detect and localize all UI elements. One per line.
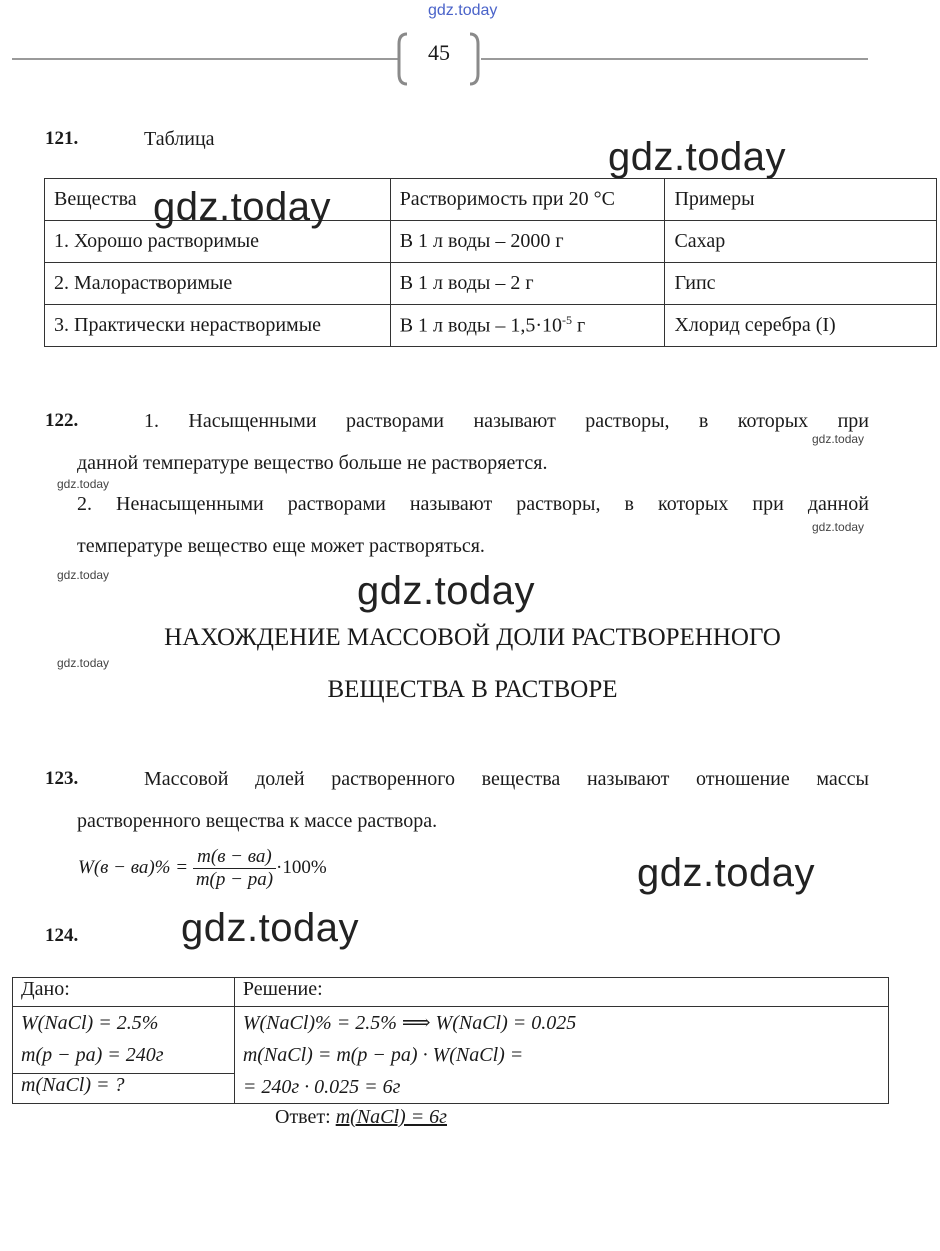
watermark: gdz.today xyxy=(357,569,535,613)
given-mass-fraction: W(NaCl) = 2.5% xyxy=(21,1012,159,1034)
solution-line-1: W(NaCl)% = 2.5% ⟹ W(NaCl) = 0.025 xyxy=(242,1012,577,1034)
task-121-number: 121. xyxy=(45,128,79,149)
watermark-small: gdz.today xyxy=(812,432,865,446)
solubility-suffix: г xyxy=(572,314,586,337)
given-solution-table xyxy=(12,977,889,1104)
task-123-line1: Массовой долей растворенного вещества называют отношение массы xyxy=(144,768,869,790)
answer-line xyxy=(275,1106,447,1129)
table-cell: В 1 л воды – 2000 г xyxy=(390,221,665,263)
task-122-p1-line2: данной температуре вещество больше не растворяется. xyxy=(77,452,548,474)
solution-cell xyxy=(234,1007,888,1104)
table-cell: 1. Хорошо растворимые xyxy=(45,221,391,263)
formula-tail: ·100% xyxy=(276,856,327,878)
table-cell: 2. Малорастворимые xyxy=(45,263,391,305)
solution-line-3: = 240г · 0.025 = 6г xyxy=(242,1076,401,1098)
table-cell: 3. Практически нерастворимые xyxy=(45,305,391,347)
header-rule xyxy=(0,30,940,92)
answer-label: Ответ: xyxy=(275,1106,331,1128)
task-122-p1-line1: 1. Насыщенными растворами называют растворы, в которых при xyxy=(144,410,869,432)
table-cell: В 1 л воды – 2 г xyxy=(390,263,665,305)
table-header-cell: Примеры xyxy=(665,179,937,221)
solution-label: Решение: xyxy=(234,978,888,1007)
watermark: gdz.today xyxy=(153,185,331,229)
page-number: 45 xyxy=(428,40,450,65)
task-121-title: Таблица xyxy=(144,128,215,150)
watermark: gdz.today xyxy=(637,851,815,895)
section-heading-line1: НАХОЖДЕНИЕ МАССОВОЙ ДОЛИ РАСТВОРЕННОГО xyxy=(164,624,781,651)
formula-numerator: m(в − ва) xyxy=(193,846,276,869)
answer-value: m(NaCl) = 6г xyxy=(335,1106,447,1128)
table-header-cell: Растворимость при 20 °С xyxy=(390,179,665,221)
find-cell: m(NaCl) = ? xyxy=(13,1074,235,1104)
watermark: gdz.today xyxy=(181,906,359,950)
task-122-p2-line2: температуре вещество еще может растворяться. xyxy=(77,535,485,557)
watermark-small: gdz.today xyxy=(812,520,865,534)
formula-lhs: W(в − ва)% = xyxy=(78,856,189,878)
solubility-exponent: -5 xyxy=(562,313,573,328)
watermark-small: gdz.today xyxy=(57,568,110,582)
table-row xyxy=(45,305,937,347)
task-123-line2: растворенного вещества к массе раствора. xyxy=(77,810,438,832)
table-cell: Сахар xyxy=(665,221,937,263)
section-heading-line2: ВЕЩЕСТВА В РАСТВОРЕ xyxy=(327,676,618,703)
table-row xyxy=(45,263,937,305)
watermark-small: gdz.today xyxy=(57,656,110,670)
solubility-prefix: В 1 л воды – 1,5·10 xyxy=(399,314,563,337)
given-solution-mass: m(р − ра) = 240г xyxy=(21,1044,164,1066)
table-cell xyxy=(390,305,665,347)
given-cell xyxy=(13,1007,235,1074)
solution-line-2: m(NaCl) = m(р − ра) · W(NaCl) = xyxy=(242,1044,524,1066)
task-122-number: 122. xyxy=(45,410,79,431)
table-cell: Гипс xyxy=(665,263,937,305)
task-124-number: 124. xyxy=(45,925,79,946)
formula-denominator: m(р − ра) xyxy=(195,869,274,890)
formula-fraction xyxy=(193,846,276,891)
task-122-p2-line1: 2. Ненасыщенными растворами называют растворы, в которых при данной xyxy=(77,493,869,515)
table-cell: Хлорид серебра (I) xyxy=(665,305,937,347)
mass-fraction-formula xyxy=(78,846,327,891)
task-123-number: 123. xyxy=(45,768,79,789)
watermark-small: gdz.today xyxy=(57,477,110,491)
table-header-cell: Вещества xyxy=(45,179,391,221)
watermark: gdz.today xyxy=(608,135,786,179)
site-watermark-top: gdz.today xyxy=(428,2,498,19)
given-label: Дано: xyxy=(13,978,235,1007)
